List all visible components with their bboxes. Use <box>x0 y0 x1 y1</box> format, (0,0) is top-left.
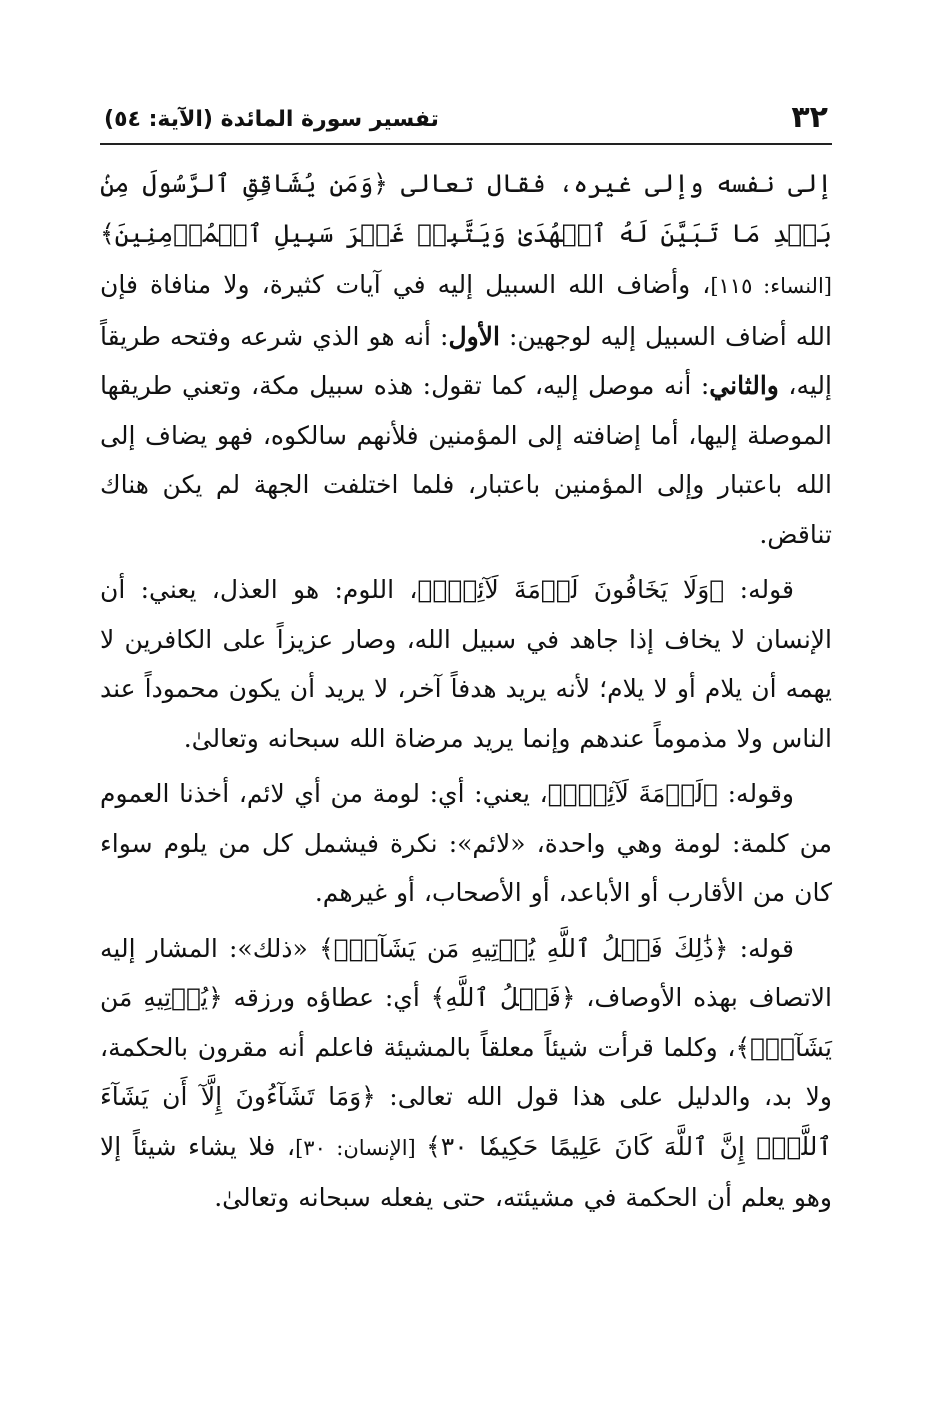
body-text: : أنه هو الذي شرعه وفتحه طريقاً إليه، <box>100 321 833 400</box>
quran-verse: ﴿فَضۡلُ ٱللَّهِ﴾ <box>430 983 576 1012</box>
body-text: ، وأضاف الله السبيل إليه في آيات كثيرة، ولا منافاة فإن الله أضاف السبيل إليه لوجهين: <box>100 270 832 351</box>
body-text: : أنه موصل إليه، كما تقول: هذه سبيل مكة، وتعني طريقها الموصلة إليها، أما إضافته إلى المؤمنين فلأنهم سالكوه، فهو يضاف إلى الله باعتبار وإلى المؤمنين باعتبار، فلما اختلفت الجهة لم يكن هناك تناقض. <box>100 371 832 549</box>
body-text: إلى نفسه وإلى غيره، فقال تعالى <box>387 169 832 198</box>
quran-verse: ﴿يُؤۡتِيهِ مَن يَشَآءُۚ﴾ <box>100 983 832 1062</box>
quran-verse: ﴿لَوۡمَةَ لَآئِمٍۚ﴾ <box>547 779 718 808</box>
quran-verse: ﴿ذَٰلِكَ فَضۡلُ ٱللَّهِ يُؤۡتِيهِ مَن يَشَآءُۚ﴾ <box>319 933 729 963</box>
page-header <box>100 95 832 145</box>
paragraph <box>100 565 832 763</box>
bold-term: والثاني <box>709 371 779 400</box>
body-text: أي: عطاؤه ورزقه <box>222 983 431 1012</box>
body-text: ، وكلما قرأت شيئاً معلقاً بالمشيئة فاعلم أنه مقرون بالحكمة، ولا بد، والدليل على هذا قول الله تعالى: <box>100 1032 832 1111</box>
page-body <box>100 159 832 1223</box>
body-text: «ذلك»: المشار إليه الاتصاف بهذه الأوصاف، <box>100 933 833 1012</box>
page-number: ٣٢ <box>791 100 828 135</box>
book-page <box>100 95 832 1325</box>
body-text: ، يعني: أي: لومة من أي لائم، أخذنا العموم من كلمة: لومة وهي واحدة، «لائم»: نكرة فيشمل كل من يلوم سواء كان من الأقارب أو الأباعد، أو الأصحاب، أو غيرهم. <box>100 779 832 907</box>
body-text: ، اللوم: هو العذل، يعني: أن الإنسان لا يخاف إذا جاهد في سبيل الله، وصار عزيزاً على الكافرين لا يهمه أن يلام أو لا يلام؛ لأنه يريد هدفاً آخر، لا يريد أن يكون محموداً عند الناس ولا مذموماً عندهم وإنما يريد مرضاة الله سبحانه وتعالىٰ. <box>100 575 832 753</box>
body-text: ، فلا يشاء شيئاً إلا وهو يعلم أن الحكمة في مشيئته، حتى يفعله سبحانه وتعالىٰ. <box>100 1131 832 1212</box>
verse-citation: [الإنسان: ٣٠] <box>295 1135 427 1160</box>
bold-term: الأول <box>448 321 500 351</box>
body-text: قوله: <box>724 575 794 604</box>
body-text: قوله: <box>728 933 794 963</box>
running-title: تفسير سورة المائدة (الآية: ٥٤) <box>104 107 439 132</box>
quran-verse: ﴿وَمَن يُشَاقِقِ ٱلرَّسُولَ مِنۢ بَعۡدِ مَا تَبَيَّنَ لَهُ ٱلۡهُدَىٰ وَيَتَّبِعۡ غَيۡرَ سَبِيلِ ٱلۡمُؤۡمِنِينَ﴾ <box>100 169 832 248</box>
verse-citation: [النساء: ١١٥] <box>710 274 832 298</box>
paragraph <box>100 924 832 1223</box>
paragraph <box>100 769 832 918</box>
quran-verse: ﴿وَلَا يَخَافُونَ لَوۡمَةَ لَآئِمٍۚ﴾ <box>417 575 725 604</box>
body-text: وقوله: <box>717 779 795 808</box>
paragraph <box>100 159 832 559</box>
quran-verse: ﴿وَمَا تَشَآءُونَ إِلَّآ أَن يَشَآءَ ٱللَّهُۚ إِنَّ ٱللَّهَ كَانَ عَلِيمًا حَكِيمٗا ٣٠﴾ <box>100 1082 832 1161</box>
